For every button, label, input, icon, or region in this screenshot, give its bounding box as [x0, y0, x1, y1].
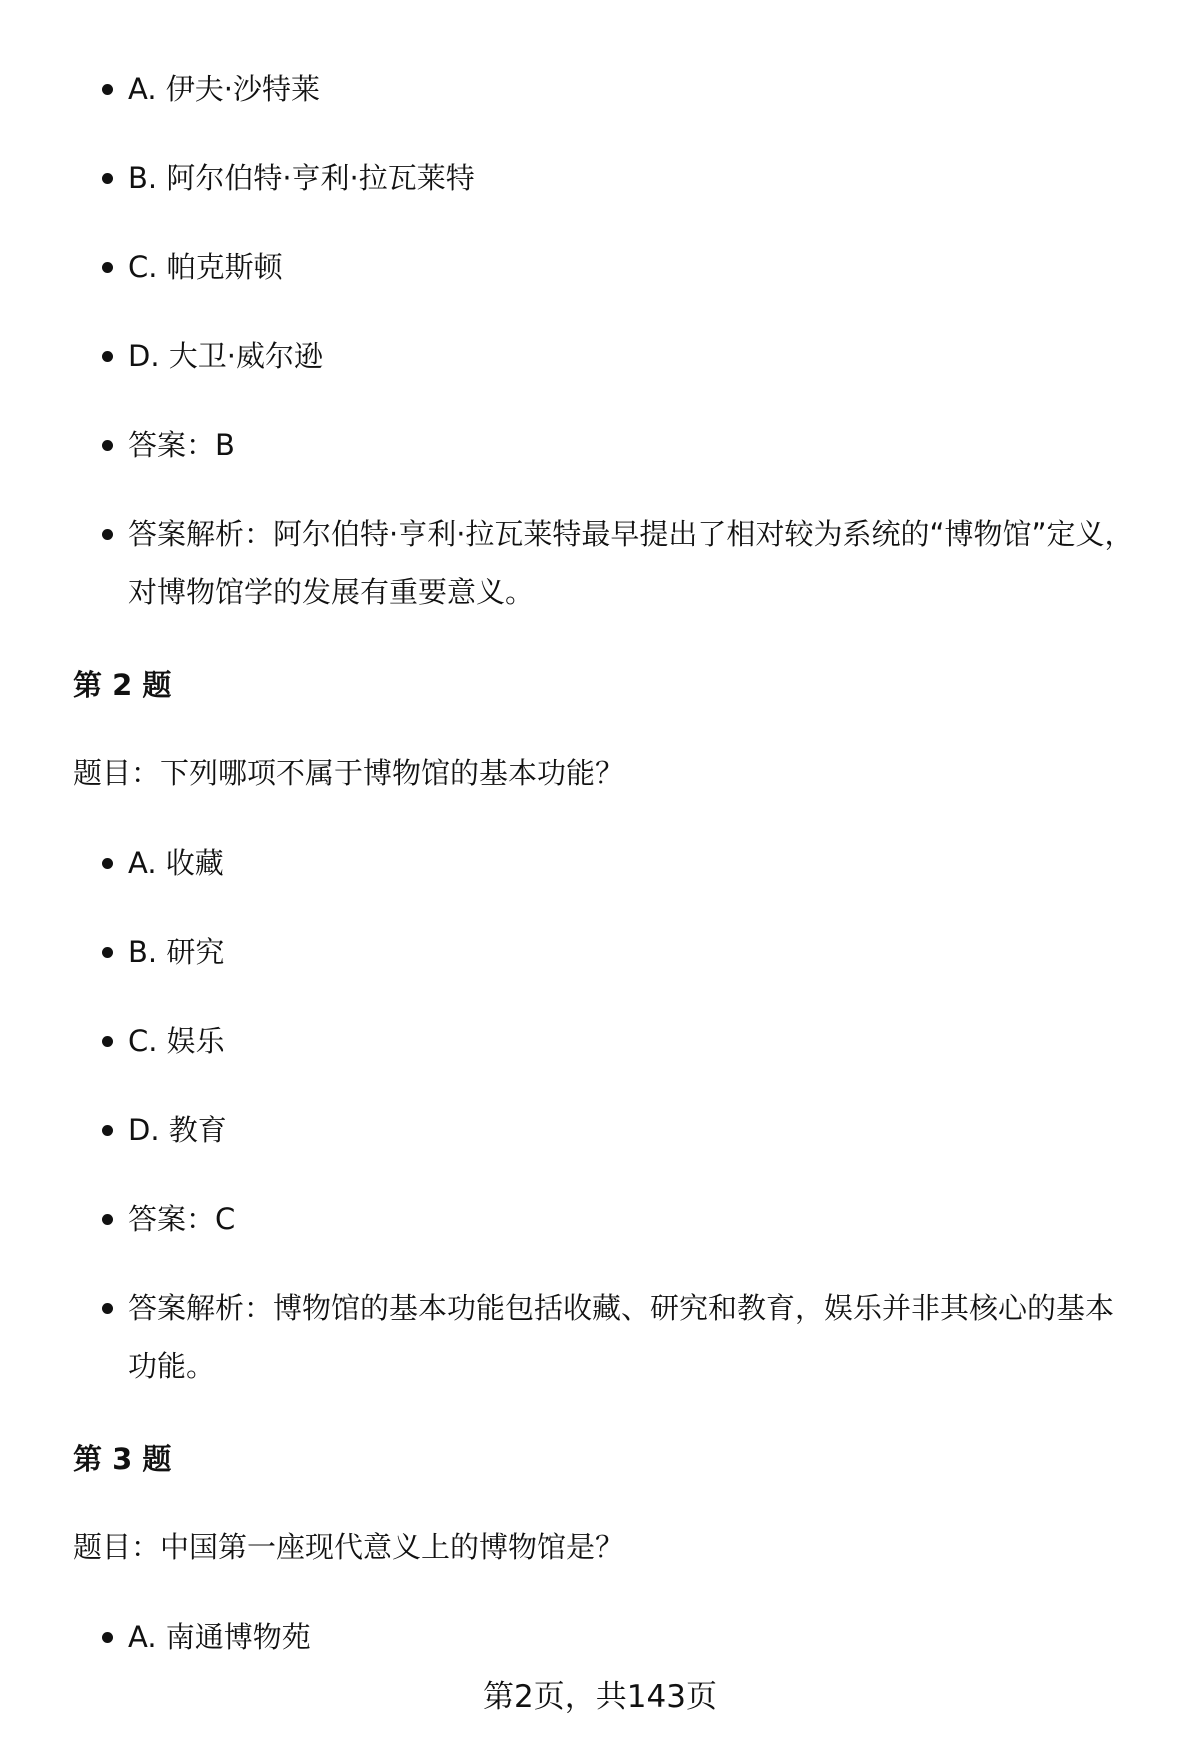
q2-option-d: D. 教育 [128, 1101, 1138, 1159]
q2-option-c: C. 娱乐 [128, 1012, 1138, 1070]
q2-stem: 题目：下列哪项不属于博物馆的基本功能？ [73, 756, 625, 790]
q1-explanation: 答案解析：阿尔伯特·亨利·拉瓦莱特最早提出了相对较为系统的“博物馆”定义，对博物馆学的发展有重要意义。 [128, 505, 1138, 621]
q1-option-c: C. 帕克斯顿 [128, 238, 1138, 296]
page-number: 第2页，共143页 [483, 1679, 717, 1715]
q2-option-a: A. 收藏 [128, 834, 1138, 892]
q1-option-a: A. 伊夫·沙特莱 [128, 60, 1138, 118]
q1-answer: 答案：B [128, 416, 1138, 474]
q2-answer: 答案：C [128, 1190, 1138, 1248]
q3-heading: 第 3 题 [73, 1442, 172, 1476]
q2-option-b: B. 研究 [128, 923, 1138, 981]
q2-explanation: 答案解析：博物馆的基本功能包括收藏、研究和教育，娱乐并非其核心的基本功能。 [128, 1279, 1138, 1395]
q1-option-d: D. 大卫·威尔逊 [128, 327, 1138, 385]
q2-heading: 第 2 题 [73, 668, 172, 702]
q1-option-b: B. 阿尔伯特·亨利·拉瓦莱特 [128, 149, 1138, 207]
q3-stem: 题目：中国第一座现代意义上的博物馆是？ [73, 1530, 625, 1564]
q3-option-a: A. 南通博物苑 [128, 1608, 1138, 1666]
